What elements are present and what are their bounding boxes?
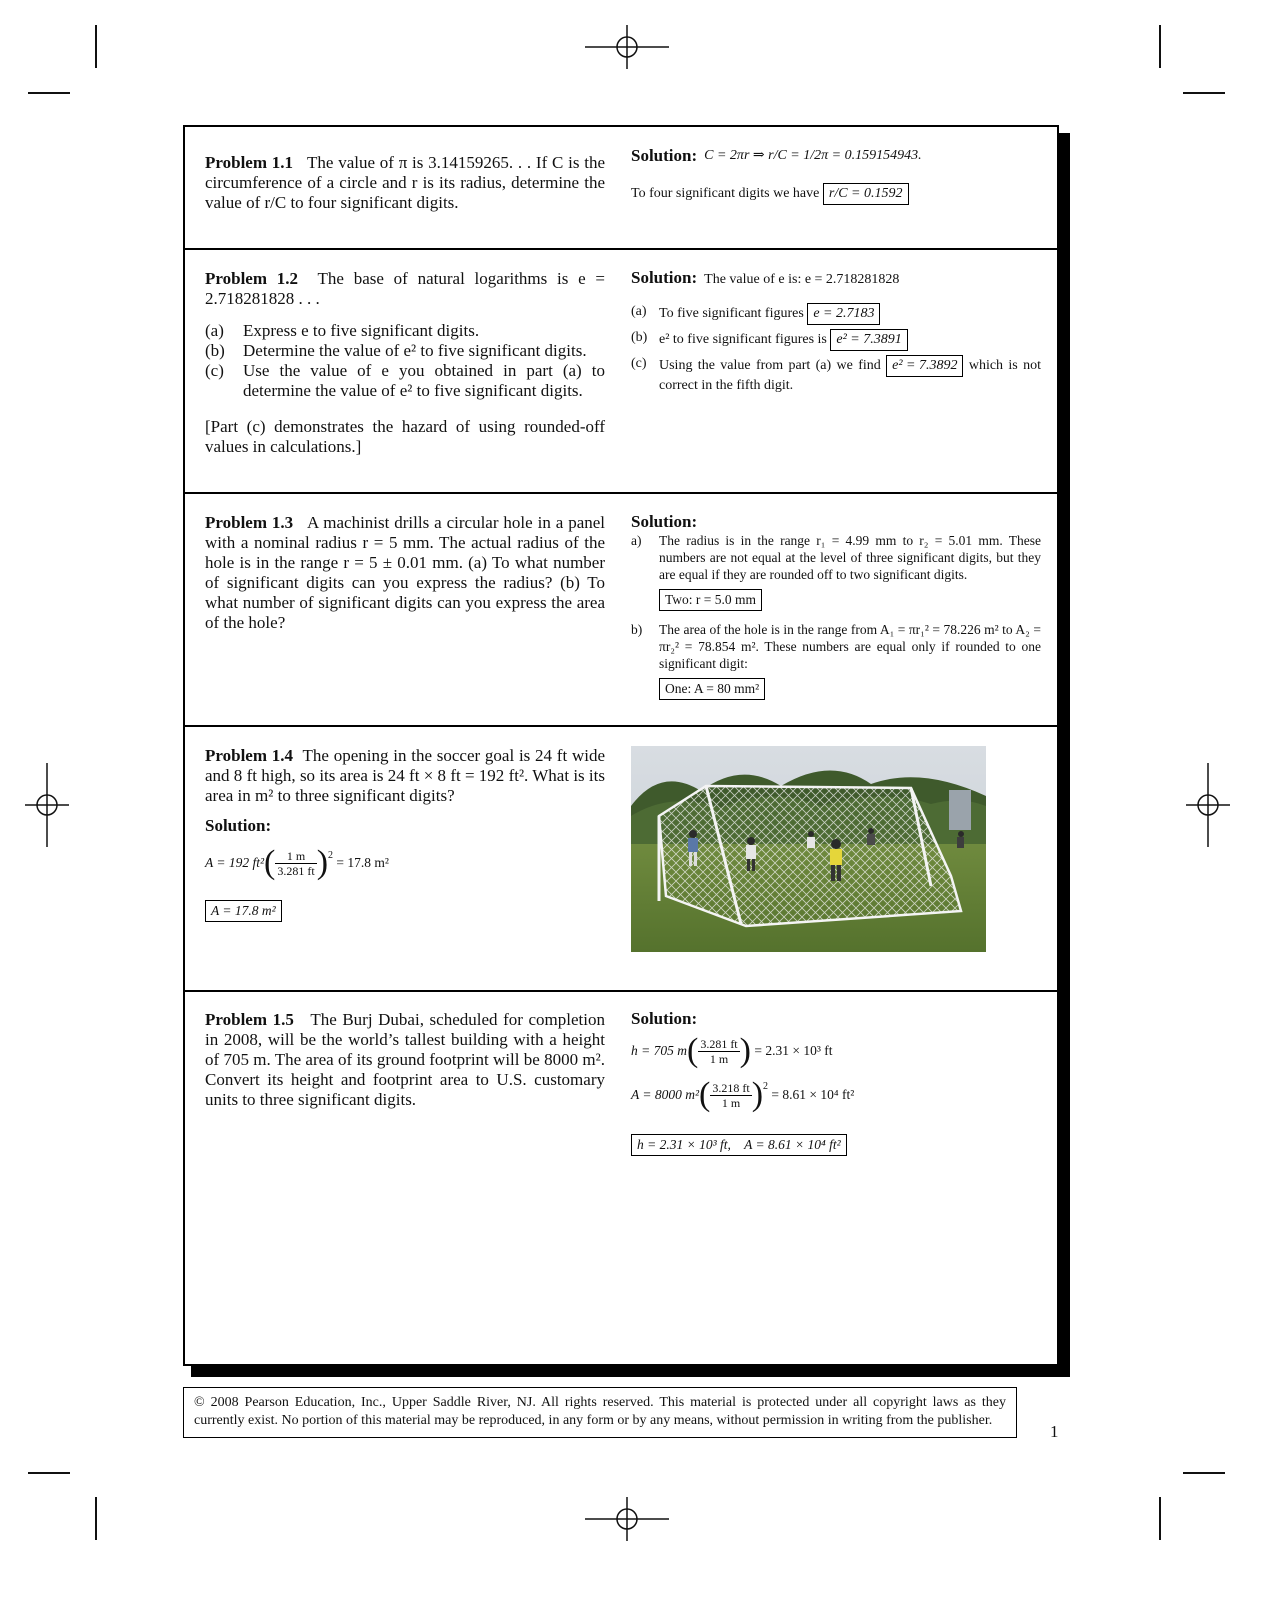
registration-mark-top bbox=[585, 25, 669, 69]
problem-row-1-3 bbox=[185, 494, 1057, 727]
problem-text: A machinist drills a circular hole in a panel with a nominal radius r = 5 mm. The actual radius of the hole is in the range r = 5 ± 0.01 mm. (a) To what number of significant digits can you express the radius? (b) To what number of significant digits can you express the area of the hole? bbox=[205, 513, 606, 632]
solution-equation: C = 2πr ⇒ r/C = 1/2π = 0.159154943. bbox=[704, 148, 922, 163]
copyright-line: © 2008 Pearson Education, Inc., Upper Saddle River, NJ. All rights reserved. This material is protected under all copyright laws as they bbox=[194, 1395, 1006, 1410]
crop-mark bbox=[95, 1497, 97, 1540]
problem-statement bbox=[205, 513, 605, 633]
problem-part: (b) Determine the value of e² to five significant digits. bbox=[205, 341, 587, 360]
solution-equation: h = 705 m ( $\frac{3.281 ft}{1 m}$ ) = 2.31 × 10³ ft bbox=[631, 1032, 833, 1069]
solution-part: b) The area of the hole is in the range from A₁ = πr₁² = 78.226 m² to A₂ = πr₂² = 78.854 m². These numbers are equal only if rounded to one significant digit: bbox=[631, 622, 1041, 671]
problem-row-1-4 bbox=[185, 727, 1057, 992]
registration-mark-bottom bbox=[585, 1497, 669, 1541]
crop-mark bbox=[28, 1472, 70, 1474]
soccer-goal-photo bbox=[631, 746, 986, 952]
answer-box: One: A = 80 mm² bbox=[659, 678, 765, 700]
problem-row-1-5 bbox=[185, 992, 1057, 1364]
copyright-notice bbox=[183, 1387, 1017, 1438]
solution-intro: The value of e is: e = 2.718281828 bbox=[704, 272, 900, 287]
problem-label: Problem 1.5 bbox=[205, 1010, 294, 1029]
solution-label: Solution: bbox=[631, 268, 698, 287]
solution-label: Solution: bbox=[631, 512, 698, 531]
crop-mark bbox=[28, 92, 70, 94]
solution bbox=[631, 1010, 1041, 1156]
answer-box: e² = 7.3891 bbox=[830, 329, 907, 351]
answer-box: e² = 7.3892 bbox=[886, 355, 963, 377]
solution-part: (c) Using the value from part (a) we find e² = 7.3892 which is not correct in the fifth digit. bbox=[631, 356, 1041, 393]
solution-equation: A = 8000 m² ( $\frac{3.218 ft}{1 m}$ ) $^2$ = 8.61 × 10⁴ ft² bbox=[631, 1076, 855, 1113]
crop-mark bbox=[1159, 25, 1161, 68]
registration-mark-left bbox=[25, 763, 69, 847]
problem-statement bbox=[205, 269, 605, 457]
solution-text: To four significant digits we have bbox=[631, 186, 820, 201]
answer-box: r/C = 0.1592 bbox=[823, 183, 909, 205]
answer-box: e = 2.7183 bbox=[807, 303, 880, 325]
crop-mark bbox=[1183, 1472, 1225, 1474]
crop-mark bbox=[1159, 1497, 1161, 1540]
problem-part: (c) Use the value of e you obtained in part (a) to determine the value of e² to five significant digits. bbox=[205, 361, 605, 400]
crop-mark bbox=[1183, 92, 1225, 94]
solution bbox=[631, 147, 1041, 205]
problem-part: (a) Express e to five significant digits. bbox=[205, 321, 480, 340]
solution-label: Solution: bbox=[205, 816, 272, 835]
solution-equation: A = 192 ft² ( $\frac{1 m}{3.281 ft}$ ) $^2$ = 17.8 m² bbox=[205, 844, 389, 881]
solution-part: (b) e² to five significant figures is e² = 7.3891 bbox=[631, 329, 1041, 351]
problem-label: Problem 1.4 bbox=[205, 746, 294, 765]
problem-label: Problem 1.2 bbox=[205, 269, 299, 288]
solution bbox=[631, 513, 1041, 700]
answer-box: A = 17.8 m² bbox=[205, 900, 282, 922]
solution bbox=[631, 269, 1041, 399]
problems-panel bbox=[183, 125, 1059, 1366]
problem-statement bbox=[205, 1010, 605, 1110]
problem-text: The Burj Dubai, scheduled for completion in 2008, will be the world’s tallest building with a height of 705 m. The area of its ground footprint will be 8000 m². Convert its height and footprint area to U.S. customary units to three significant digits. bbox=[205, 1010, 605, 1109]
problem-label: Problem 1.1 bbox=[205, 153, 294, 172]
problem-row-1-1 bbox=[185, 127, 1057, 250]
registration-mark-right bbox=[1186, 763, 1230, 847]
solution-part: (a) To five significant figures e = 2.7183 bbox=[631, 303, 1041, 325]
problem-statement bbox=[205, 746, 605, 922]
problem-note: [Part (c) demonstrates the hazard of using rounded-off values in calculations.] bbox=[205, 417, 605, 456]
problem-text: The value of π is 3.14159265. . . If C is the circumference of a circle and r is its radius, determine the value of r/C to four significant digits. bbox=[205, 153, 605, 212]
page-number: 1 bbox=[1050, 1422, 1059, 1441]
answer-box: Two: r = 5.0 mm bbox=[659, 589, 762, 611]
problem-intro: The base of natural logarithms is e = 2.718281828 . . . bbox=[205, 269, 605, 308]
problem-row-1-2 bbox=[185, 250, 1057, 494]
problem-text: The opening in the soccer goal is 24 ft wide and 8 ft high, so its area is 24 ft × 8 ft = 192 ft². What is its area in m² to three significant digits? bbox=[205, 746, 605, 805]
problem-label: Problem 1.3 bbox=[205, 513, 294, 532]
answer-box: h = 2.31 × 10³ ft, A = 8.61 × 10⁴ ft² bbox=[631, 1134, 847, 1156]
copyright-line: currently exist. No portion of this material may be reproduced, in any form or by any means, without permission in writing from the publisher. bbox=[194, 1413, 993, 1428]
problem-statement bbox=[205, 153, 605, 213]
solution-label: Solution: bbox=[631, 146, 698, 165]
solution-part: a) The radius is in the range r₁ = 4.99 mm to r₂ = 5.01 mm. These numbers are not equal at the level of three significant digits, but they are equal if they are rounded off to two significant digits. bbox=[631, 533, 1041, 582]
solution-label: Solution: bbox=[631, 1009, 698, 1028]
crop-mark bbox=[95, 25, 97, 68]
